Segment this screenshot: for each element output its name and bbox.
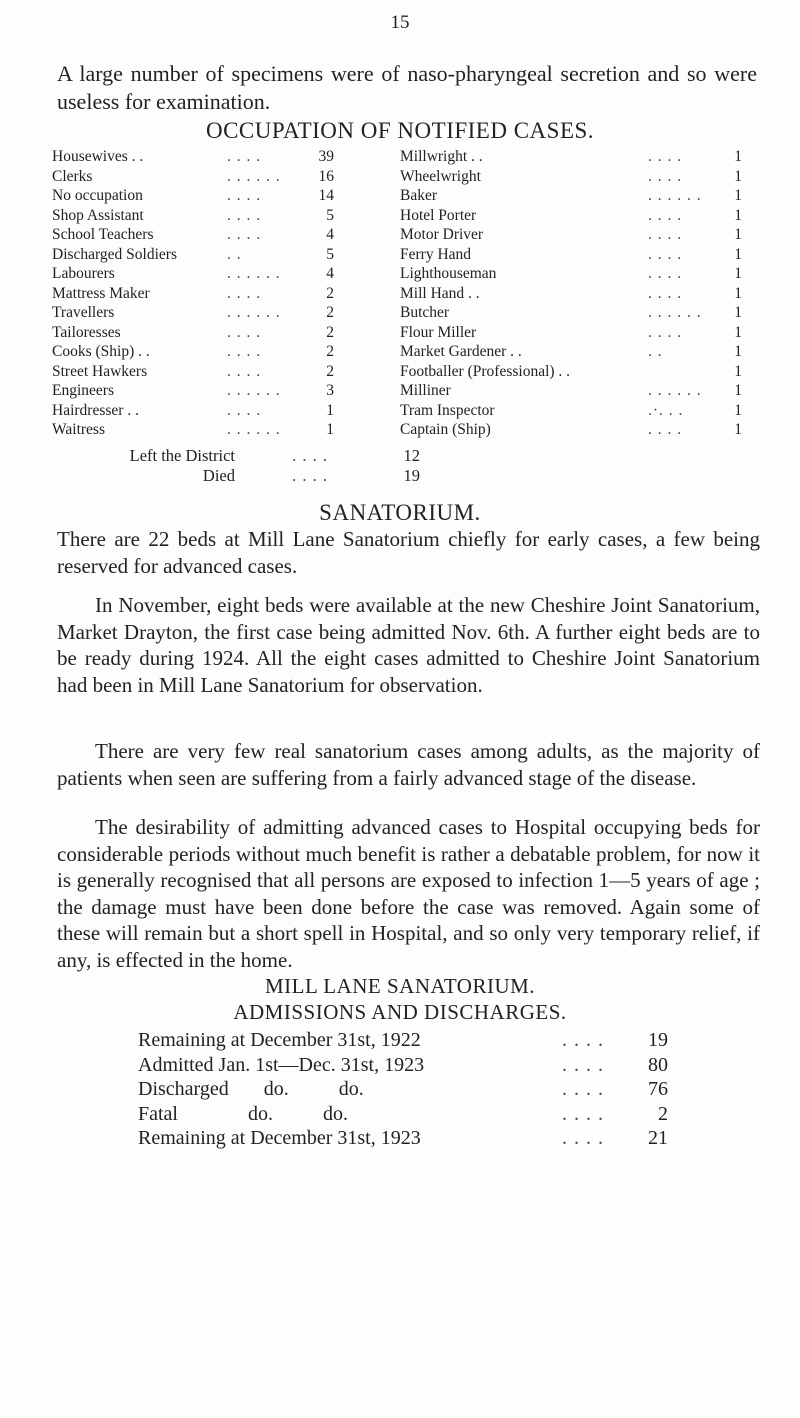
table-row [52, 362, 342, 382]
leader-dots: . . . . [648, 226, 683, 243]
table-row [400, 381, 750, 401]
leader-dots: . . [227, 245, 242, 263]
leader-dots: . . . . [648, 323, 683, 341]
table-row [400, 362, 750, 382]
mill-lane-title: MILL LANE SANATORIUM. [264, 974, 536, 998]
row-label: Fatal do. do. [138, 1102, 348, 1125]
row-value: 76 [648, 1078, 668, 1100]
occupation-count: 1 [734, 245, 742, 263]
occupation-name: Captain (Ship) [400, 421, 491, 438]
table-row [400, 323, 750, 343]
occupation-count: 16 [318, 167, 334, 185]
table-row [0, 446, 800, 466]
occupation-name: Mattress Maker [52, 284, 150, 302]
occupation-count: 4 [326, 265, 334, 282]
occupation-name: Hotel Porter [400, 206, 477, 224]
occupation-count: 2 [326, 323, 334, 341]
paragraph-beds: There are 22 beds at Mill Lane Sanatorium chiefly for early cases, a few being reserved for advanced cases. [57, 527, 760, 578]
leader-dots: . . . . . . [227, 304, 281, 321]
row-label: Discharged do. do. [138, 1078, 364, 1100]
table-row [400, 342, 750, 362]
occupation-name: Clerks [52, 167, 93, 185]
occupation-name: School Teachers [52, 226, 154, 243]
table-row [52, 206, 342, 226]
occupation-name: Flour Miller [400, 323, 477, 341]
occupation-name: Shop Assistant [52, 206, 144, 224]
occupation-count: 1 [734, 284, 742, 302]
leader-dots: . . . . [562, 1102, 604, 1125]
leader-dots: . . . . [648, 148, 683, 165]
occupation-name: No occupation [52, 187, 143, 204]
admissions-title: ADMISSIONS AND DISCHARGES. [233, 1000, 567, 1024]
occupation-count: 1 [734, 343, 742, 360]
table-row [138, 1126, 668, 1151]
occupation-count: 39 [318, 148, 334, 165]
leader-dots: . . . . . . [648, 304, 702, 321]
table-row [138, 1053, 668, 1078]
occupation-name: Footballer (Professional) . . [400, 362, 571, 380]
occupation-table-right [400, 147, 750, 440]
occupation-name: Milliner [400, 382, 451, 399]
leader-dots: . . . . [562, 1078, 604, 1100]
table-row [400, 186, 750, 206]
table-row [52, 401, 342, 421]
leader-dots: .·. . . [648, 401, 684, 419]
occupation-name: Travellers [52, 304, 115, 321]
row-label: Remaining at December 31st, 1923 [138, 1127, 421, 1149]
occupation-count: 1 [734, 362, 742, 380]
occupation-name: Engineers [52, 382, 114, 399]
occupation-count: 1 [734, 265, 742, 282]
leader-dots: . . . . [648, 206, 683, 224]
occupation-count: 1 [734, 401, 742, 419]
table-row [52, 284, 342, 304]
leader-dots: . . . . [292, 466, 328, 485]
intro-paragraph: A large number of specimens were of naso-pharyngeal secretion and so were useless for examination. [57, 61, 757, 114]
row-value: 21 [648, 1127, 668, 1149]
table-row [52, 381, 342, 401]
occupation-count: 1 [734, 304, 742, 321]
leader-dots: . . . . [227, 362, 262, 380]
row-label: Remaining at December 31st, 1922 [138, 1029, 421, 1051]
occupation-count: 1 [734, 148, 742, 165]
leader-dots: . . . . . . [227, 382, 281, 399]
occupation-name: Street Hawkers [52, 362, 148, 380]
table-row [400, 401, 750, 421]
table-row [400, 264, 750, 284]
occupation-count: 1 [734, 226, 742, 243]
occupation-title: OCCUPATION OF NOTIFIED CASES. [205, 118, 595, 143]
leader-dots: . . [648, 343, 663, 360]
occupation-name: Lighthouseman [400, 265, 497, 282]
table-row [0, 466, 800, 486]
table-row [138, 1077, 668, 1102]
occupation-count: 2 [326, 362, 334, 380]
summary-table [0, 446, 800, 486]
occupation-count: 1 [734, 187, 742, 204]
row-value: 19 [403, 466, 420, 485]
page-number: 15 [390, 12, 410, 33]
table-row [400, 167, 750, 187]
table-row [400, 147, 750, 167]
occupation-name: Ferry Hand [400, 245, 472, 263]
table-row [52, 323, 342, 343]
occupation-count: 4 [326, 226, 334, 243]
occupation-count: 2 [326, 284, 334, 302]
occupation-count: 14 [318, 187, 334, 204]
occupation-name: Discharged Soldiers [52, 245, 177, 263]
leader-dots: . . . . [648, 421, 683, 438]
leader-dots: . . . . [648, 284, 683, 302]
table-row [52, 264, 342, 284]
occupation-count: 1 [734, 421, 742, 438]
paragraph-desirability: The desirability of admitting advanced cases to Hospital occupying beds for considerable periods without much benefit is rather a debatable problem, for now it is generally recognised that all persons are exposed to infection 1—5 years of age ; the damage must have been done before the case was removed. Again some of these will remain but a short spell in Hospital, and so only very temporary relief, if any, is effected in the home. [57, 815, 760, 972]
leader-dots: . . . . [227, 323, 262, 341]
row-value: 2 [658, 1102, 668, 1125]
occupation-name: Waitress [52, 421, 105, 438]
leader-dots: . . . . . . [648, 382, 702, 399]
leader-dots: . . . . . . [227, 265, 281, 282]
leader-dots: . . . . [227, 206, 262, 224]
table-row [52, 167, 342, 187]
occupation-name: Tailoresses [52, 323, 121, 341]
occupation-name: Cooks (Ship) . . [52, 343, 150, 360]
table-row [400, 420, 750, 440]
row-label: Left the District [129, 446, 235, 465]
occupation-count: 1 [734, 206, 742, 224]
table-row [52, 186, 342, 206]
occupation-count: 1 [734, 323, 742, 341]
occupation-name: Tram Inspector [400, 401, 495, 419]
row-label: Admitted Jan. 1st—Dec. 31st, 1923 [138, 1053, 425, 1076]
leader-dots [648, 362, 720, 382]
leader-dots: . . . . [648, 245, 683, 263]
table-row [138, 1028, 668, 1053]
paragraph-adults: There are very few real sanatorium cases among adults, as the majority of patients when seen are suffering from a fairly advanced stage of the disease. [57, 739, 760, 790]
occupation-name: Labourers [52, 265, 115, 282]
leader-dots: . . . . [227, 187, 262, 204]
leader-dots: . . . . [562, 1053, 604, 1076]
occupation-count: 2 [326, 304, 334, 321]
table-row [52, 303, 342, 323]
leader-dots: . . . . [227, 148, 262, 165]
row-value: 12 [403, 446, 420, 465]
table-row [400, 303, 750, 323]
leader-dots: . . . . [227, 226, 262, 243]
leader-dots: . . . . [648, 265, 683, 282]
table-row [400, 225, 750, 245]
occupation-count: 1 [326, 401, 334, 419]
row-value: 19 [648, 1029, 668, 1051]
leader-dots: . . . . . . [648, 187, 702, 204]
occupation-name: Hairdresser . . [52, 401, 139, 419]
leader-dots: . . . . [562, 1029, 604, 1051]
table-row [400, 206, 750, 226]
occupation-name: Mill Hand . . [400, 284, 480, 302]
occupation-name: Motor Driver [400, 226, 484, 243]
leader-dots: . . . . [292, 446, 328, 465]
leader-dots: . . . . . . [227, 421, 281, 438]
leader-dots: . . . . [227, 284, 262, 302]
paragraph-november: In November, eight beds were available at the new Cheshire Joint Sanatorium, Market Drayton, the first case being admitted Nov. 6th. A further eight beds are to be ready during 1924. All the eight cases admitted to Cheshire Joint Sanatorium had been in Mill Lane Sanatorium for observation. [57, 593, 760, 697]
occupation-count: 5 [326, 245, 334, 263]
occupation-count: 1 [734, 382, 742, 399]
occupation-count: 2 [326, 343, 334, 360]
occupation-name: Housewives . . [52, 148, 144, 165]
occupation-count: 1 [326, 421, 334, 438]
table-row [400, 245, 750, 265]
occupation-count: 1 [734, 167, 742, 185]
table-row [52, 147, 342, 167]
table-row [52, 245, 342, 265]
leader-dots: . . . . [227, 401, 262, 419]
occupation-table-left [52, 147, 342, 440]
leader-dots: . . . . [648, 167, 683, 185]
table-row [52, 342, 342, 362]
table-row [52, 225, 342, 245]
table-row [400, 284, 750, 304]
occupation-name: Wheelwright [400, 167, 481, 185]
table-row [52, 420, 342, 440]
occupation-name: Baker [400, 187, 438, 204]
leader-dots: . . . . [562, 1127, 604, 1149]
row-label: Died [202, 466, 235, 485]
leader-dots: . . . . [227, 343, 262, 360]
occupation-count: 3 [326, 382, 334, 399]
occupation-name: Millwright . . [400, 148, 483, 165]
row-value: 80 [648, 1053, 668, 1076]
sanatorium-title: SANATORIUM. [319, 500, 481, 525]
occupation-count: 5 [326, 206, 334, 224]
table-row [138, 1102, 668, 1127]
leader-dots: . . . . . . [227, 167, 281, 185]
occupation-name: Butcher [400, 304, 450, 321]
occupation-name: Market Gardener . . [400, 343, 522, 360]
admissions-table [138, 1028, 668, 1151]
